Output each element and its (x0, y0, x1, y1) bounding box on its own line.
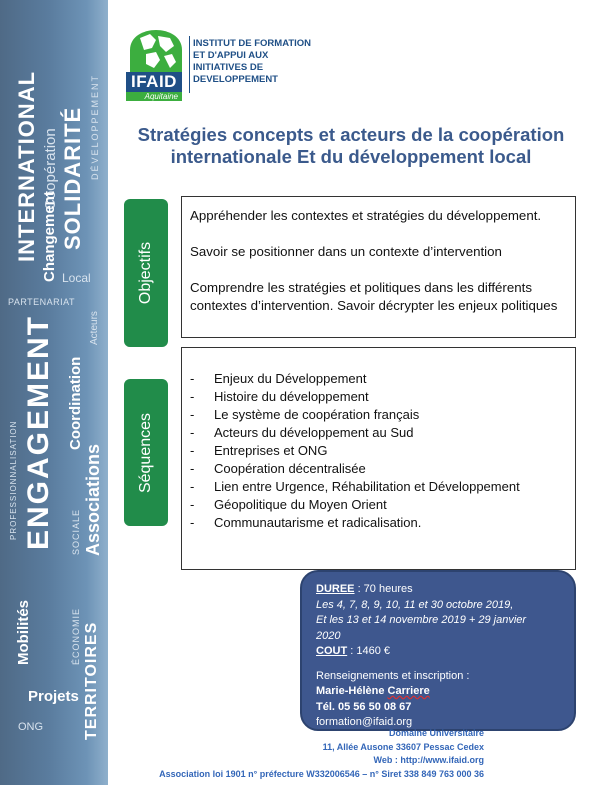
globe-logo-icon (126, 28, 186, 72)
title-line: internationale Et du développement local (170, 146, 532, 167)
sequences-list (188, 370, 569, 532)
contact-last-name: Carriere (387, 685, 430, 697)
word-acteurs: Acteurs (89, 311, 100, 345)
sequence-item: - Entreprises et ONG (188, 442, 569, 460)
word-developpement: DÉVELOPPEMENT (90, 73, 100, 180)
word-projets: Projets (28, 688, 79, 705)
institute-line: INSTITUT DE FORMATION (193, 38, 312, 49)
footer-line: 11, Allée Ausone 33607 Pessac Cedex (322, 741, 484, 752)
sequences-tab (124, 379, 168, 526)
word-cloud-sidebar (0, 0, 108, 785)
word-partenariat: PARTENARIAT (8, 297, 76, 307)
ifaid-logo (126, 28, 186, 101)
word-associations: Associations (83, 443, 103, 556)
word-international: INTERNATIONAL (14, 70, 39, 262)
title-line: Stratégies concepts et acteurs de la coopération (137, 124, 565, 145)
dates-line: Et les 13 et 14 novembre 2019 + 29 janvier (316, 614, 527, 626)
word-solidarite: SOLIDARITÉ (60, 106, 85, 250)
dates-line: 2020 (316, 629, 341, 642)
objectif-item: Appréhender les contextes et stratégies du développement. (190, 208, 542, 223)
duree-label: DUREE (316, 583, 355, 595)
duree-value: : 70 heures (354, 583, 413, 595)
sequences-box (181, 347, 576, 570)
sequences-tab-label: Séquences (137, 412, 154, 493)
logo-divider (189, 36, 190, 93)
dates-line: Les 4, 7, 8, 9, 10, 11 et 30 octobre 2019, (316, 598, 514, 611)
sequence-item: - Lien entre Urgence, Réhabilitation et Développement (188, 478, 569, 496)
footer (120, 727, 484, 781)
cout-label: COUT (316, 645, 348, 657)
contact-email[interactable]: formation@ifaid.org (316, 716, 413, 728)
document-title (112, 124, 590, 168)
word-ong: ONG (18, 721, 44, 733)
objectifs-tab-label: Objectifs (137, 241, 154, 305)
cout-line (316, 644, 574, 660)
contact-phone: Tél. 05 56 50 08 67 (316, 700, 412, 713)
footer-web[interactable]: Web : http://www.ifaid.org (373, 755, 484, 765)
footer-line: Domaine Universitaire (388, 728, 484, 738)
institute-line: INITIATIVES DE (193, 62, 264, 73)
logo-name: IFAID (126, 72, 182, 92)
sequence-item: - Le système de coopération français (188, 406, 569, 424)
contact-first-name: Marie-Hélène (316, 685, 388, 697)
objectifs-box (181, 196, 576, 338)
duree-line (316, 582, 574, 598)
word-cooperation: Coopération (42, 128, 59, 210)
info-box (300, 570, 576, 731)
objectifs-tab (124, 199, 168, 347)
objectif-item: Savoir se positionner dans un contexte d’intervention (190, 244, 502, 259)
word-engagement: ENGAGEMENT (22, 314, 55, 550)
sequence-item: - Géopolitique du Moyen Orient (188, 496, 569, 514)
spacer (316, 660, 574, 669)
logo-region: Aquitaine (126, 92, 182, 101)
word-economie: ÉCONOMIE (71, 607, 81, 665)
institute-line: ET D'APPUI AUX (193, 50, 269, 61)
contact-heading: Renseignements et inscription : (316, 669, 470, 682)
footer-line: Association loi 1901 n° préfecture W332006546 – n° Siret 338 849 763 000 36 (159, 768, 484, 779)
cout-value: : 1460 € (347, 645, 390, 657)
sequence-item: - Histoire du développement (188, 388, 569, 406)
word-territoires: TERRITOIRES (83, 621, 100, 740)
institute-line: DEVELOPPEMENT (193, 74, 278, 85)
sequence-item: - Communautarisme et radicalisation. (188, 514, 569, 532)
objectif-item: Comprendre les stratégies et politiques dans les différents contextes d’intervention. Savoir décrypter les enjeux politiques (190, 280, 558, 313)
word-coordination: Coordination (67, 356, 84, 450)
institute-name (193, 38, 311, 86)
word-mobilites: Mobilités (15, 599, 32, 665)
sequence-item: - Enjeux du Développement (188, 370, 569, 388)
contact-name (316, 684, 574, 700)
sequence-item: - Acteurs du développement au Sud (188, 424, 569, 442)
word-local: Local (62, 271, 91, 285)
word-sociale: SOCIALE (71, 508, 81, 555)
sequence-item: - Coopération décentralisée (188, 460, 569, 478)
word-professionnalisation: PROFESSIONNALISATION (9, 420, 18, 540)
word-changement: Changement (41, 191, 58, 282)
